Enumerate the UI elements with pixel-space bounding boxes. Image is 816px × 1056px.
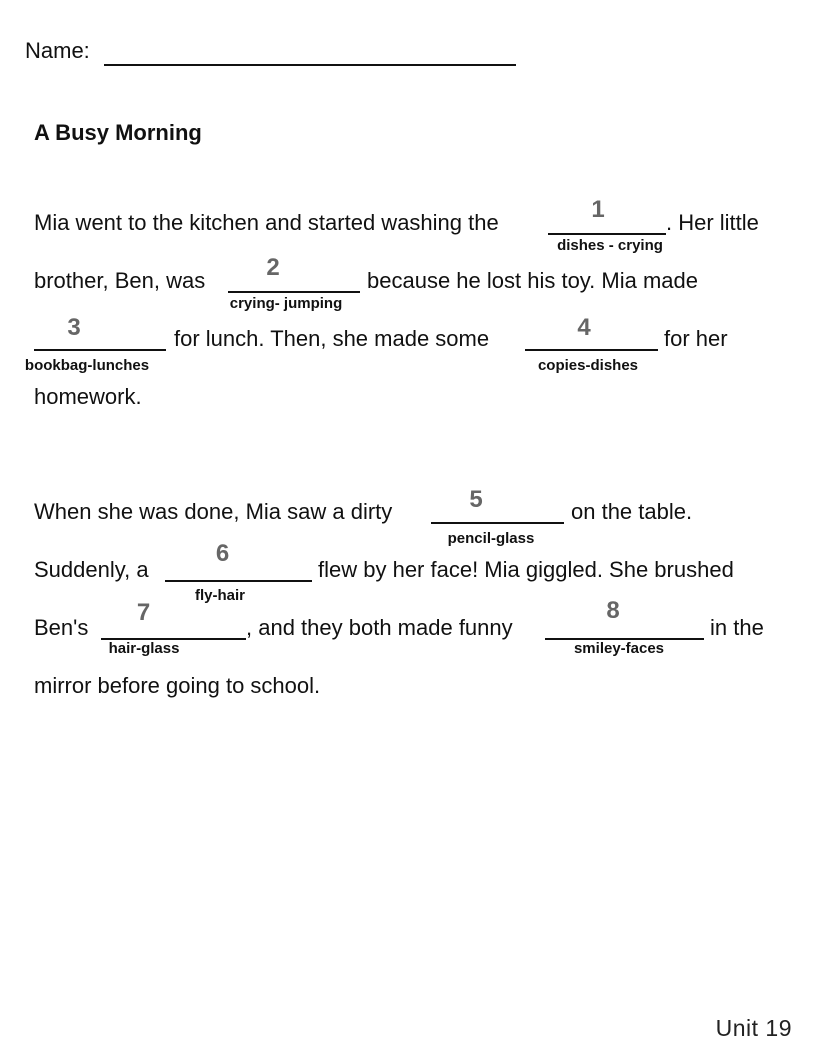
blank-number: 8 xyxy=(606,597,620,624)
story-text: for her xyxy=(664,326,728,351)
story-text: Mia went to the kitchen and started washing the xyxy=(34,210,499,235)
answer-blank-1[interactable] xyxy=(548,233,666,235)
story-text: in the xyxy=(710,615,764,640)
blank-number: 1 xyxy=(591,196,605,223)
word-choice-hint: crying- jumping xyxy=(229,295,343,312)
unit-label: Unit 19 xyxy=(715,1015,792,1041)
word-choice-hint: dishes - crying xyxy=(557,237,663,254)
word-choice-hint: smiley-faces xyxy=(573,640,665,657)
answer-blank-5[interactable] xyxy=(431,522,564,524)
word-choice-hint: bookbag-lunches xyxy=(24,357,150,374)
story-title: A Busy Morning xyxy=(34,120,202,145)
word-choice-hint: fly-hair xyxy=(194,587,245,604)
story-text: mirror before going to school. xyxy=(34,673,321,698)
name-field[interactable] xyxy=(104,64,516,66)
story-text: When she was done, Mia saw a dirty xyxy=(34,499,393,524)
answer-blank-4[interactable] xyxy=(525,349,658,351)
story-text: , and they both made funny xyxy=(246,615,513,640)
blank-number: 2 xyxy=(266,254,280,281)
story-text: homework. xyxy=(34,384,142,409)
blank-number: 6 xyxy=(215,540,230,567)
blank-number: 3 xyxy=(67,314,81,341)
story-text: because he lost his toy. Mia made xyxy=(367,268,698,293)
word-choice-hint: copies-dishes xyxy=(537,357,639,374)
blank-number: 5 xyxy=(469,486,483,513)
name-label: Name: xyxy=(25,38,90,63)
answer-blank-2[interactable] xyxy=(228,291,360,293)
story-text: flew by her face! Mia giggled. She brushed xyxy=(318,557,734,582)
word-choice-hint: hair-glass xyxy=(108,640,180,657)
word-choice-hint: pencil-glass xyxy=(447,530,535,547)
answer-blank-6[interactable] xyxy=(165,580,312,582)
story-text: . Her little xyxy=(666,210,759,235)
story-text: on the table. xyxy=(571,499,693,524)
story-text: Suddenly, a xyxy=(34,557,149,582)
story-text: Ben's xyxy=(34,615,89,640)
blank-number: 7 xyxy=(136,599,151,626)
story-text: for lunch. Then, she made some xyxy=(174,326,490,351)
answer-blank-3[interactable] xyxy=(34,349,166,351)
blank-number: 4 xyxy=(577,314,591,341)
story-text: brother, Ben, was xyxy=(34,268,206,293)
